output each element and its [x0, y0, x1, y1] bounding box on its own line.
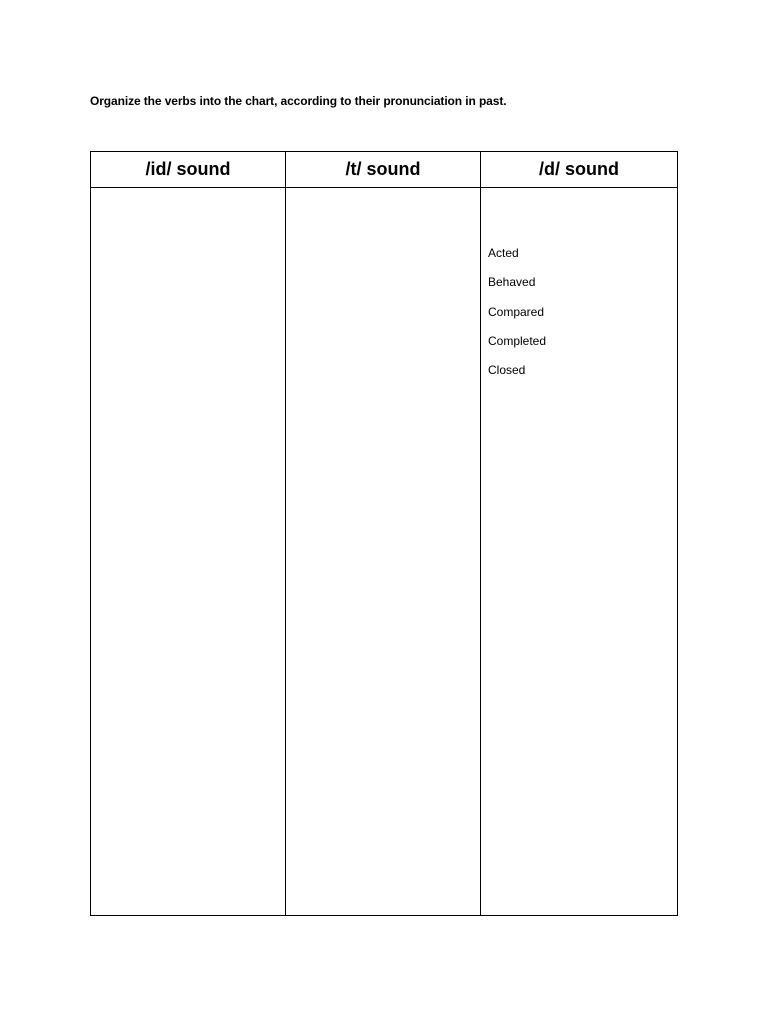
word-item: Acted: [488, 246, 519, 260]
header-d-sound: /d/ sound: [481, 152, 678, 188]
header-t-sound: /t/ sound: [286, 152, 481, 188]
word-item: Behaved: [488, 275, 536, 290]
pronunciation-chart: [90, 151, 678, 916]
word-item: Compared: [488, 304, 545, 319]
instructions-text: Organize the verbs into the chart, according to their pronunciation in past.: [90, 94, 507, 108]
d-sound-column[interactable]: [481, 188, 678, 916]
id-sound-column[interactable]: [91, 188, 286, 916]
word-item: Completed: [488, 333, 547, 348]
chart-header-row: [91, 152, 678, 188]
header-id-sound: /id/ sound: [91, 152, 286, 188]
chart-body-row: [91, 188, 678, 916]
word-item: Closed: [488, 363, 526, 378]
d-sound-word-list: [481, 188, 677, 391]
t-sound-column[interactable]: [286, 188, 481, 916]
